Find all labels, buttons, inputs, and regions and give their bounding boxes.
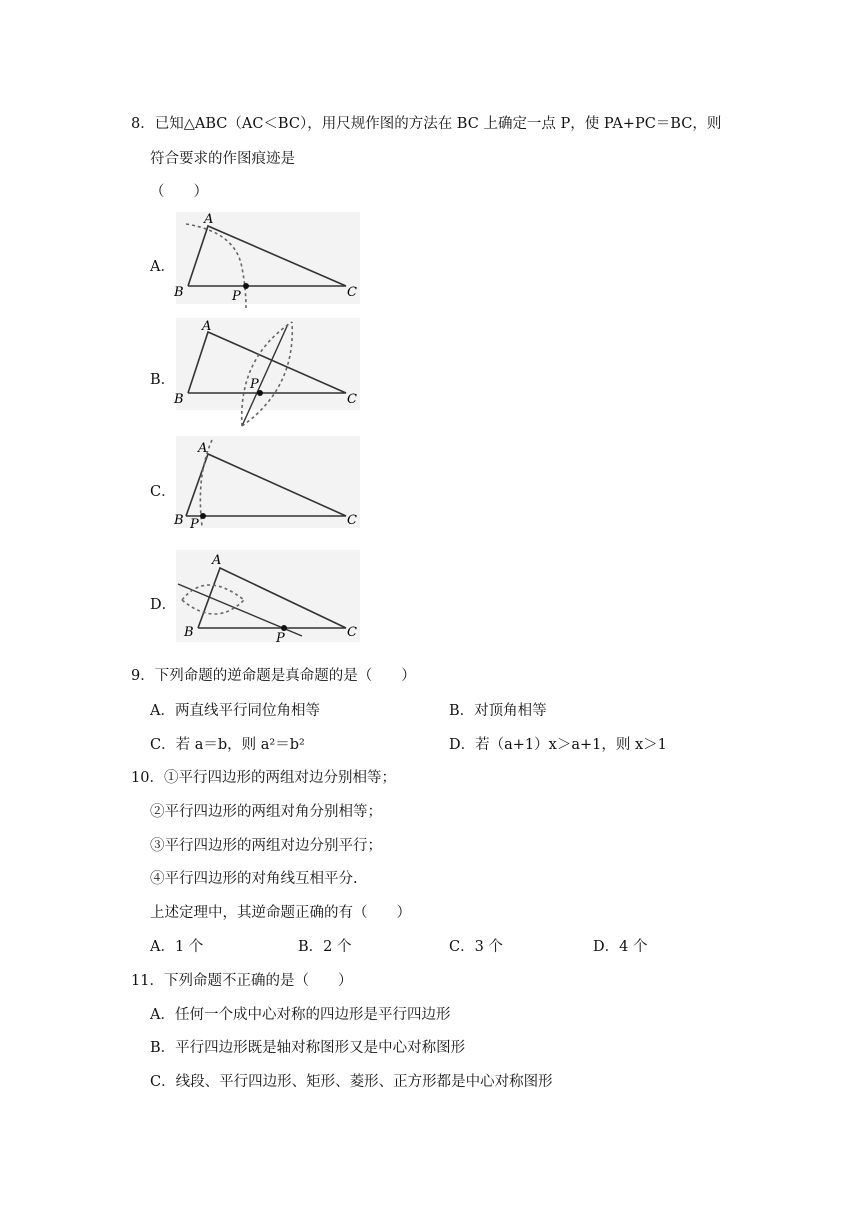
q8-c-point-a: A — [198, 441, 208, 456]
q11-stem: 11．下列命题不正确的是（ ） — [131, 973, 353, 989]
q10-statement-3: ③平行四边形的两组对边分别平行； — [150, 838, 382, 854]
q10-option-d: D．4 个 — [593, 939, 648, 955]
q11-option-a: A．任何一个成中心对称的四边形是平行四边形 — [150, 1007, 451, 1023]
q8-a-point-a: A — [204, 212, 214, 227]
q11-option-b: B．平行四边形既是轴对称图形又是中心对称图形 — [150, 1040, 466, 1056]
q8-b-point-c: C — [347, 392, 357, 407]
q8-d-point-p: P — [276, 631, 285, 646]
q8-option-b-key: B． — [150, 372, 176, 388]
q8-d-point-b: B — [184, 625, 194, 640]
q8-a-point-c: C — [347, 285, 357, 300]
q8-a-point-b: B — [174, 285, 184, 300]
q8-option-d-key: D． — [150, 597, 177, 613]
q9-option-c: C．若 a＝b，则 a²＝b² — [150, 737, 305, 753]
q8-b-point-b: B — [174, 392, 184, 407]
q8-b-point-a: A — [202, 319, 212, 334]
q8-option-b-figure — [176, 318, 360, 410]
q10-option-a: A．1 个 — [150, 939, 204, 955]
q8-c-point-c: C — [347, 513, 357, 528]
q8-d-point-a: A — [212, 553, 222, 568]
q8-stem-line2: 符合要求的作图痕迹是 — [150, 151, 295, 167]
q9-stem: 9．下列命题的逆命题是真命题的是（ ） — [131, 668, 416, 684]
q11-option-c: C．线段、平行四边形、矩形、菱形、正方形都是中心对称图形 — [150, 1074, 553, 1090]
q10-option-c: C．3 个 — [449, 939, 503, 955]
q8-option-c-key: C． — [150, 484, 176, 500]
q10-statement-1: 10．①平行四边形的两组对边分别相等； — [131, 770, 396, 786]
q8-d-point-c: C — [347, 625, 357, 640]
q8-a-point-p: P — [232, 289, 241, 304]
q10-stem: 上述定理中，其逆命题正确的有（ ） — [150, 905, 411, 921]
q8-option-a-key: A． — [150, 259, 175, 275]
q8-c-point-b: B — [174, 513, 184, 528]
q9-option-d: D．若（a+1）x＞a+1，则 x＞1 — [449, 737, 667, 753]
q8-stem-line1: 8．已知△ABC（AC＜BC），用尺规作图的方法在 BC 上确定一点 P，使 PA+PC＝BC，则 — [131, 116, 722, 132]
q8-option-a-figure — [176, 212, 360, 304]
q8-option-c-figure — [174, 436, 360, 532]
q10-option-b: B．2 个 — [298, 939, 352, 955]
q8-option-d-figure — [176, 550, 360, 646]
q9-option-a: A．两直线平行同位角相等 — [150, 703, 320, 719]
q8-answer-paren: （ ） — [150, 184, 208, 200]
q9-option-b: B．对顶角相等 — [449, 703, 547, 719]
q8-c-point-p: P — [190, 517, 199, 532]
q10-statement-4: ④平行四边形的对角线互相平分. — [150, 871, 358, 887]
q10-statement-2: ②平行四边形的两组对角分别相等； — [150, 804, 382, 820]
q8-b-point-p: P — [250, 377, 259, 392]
